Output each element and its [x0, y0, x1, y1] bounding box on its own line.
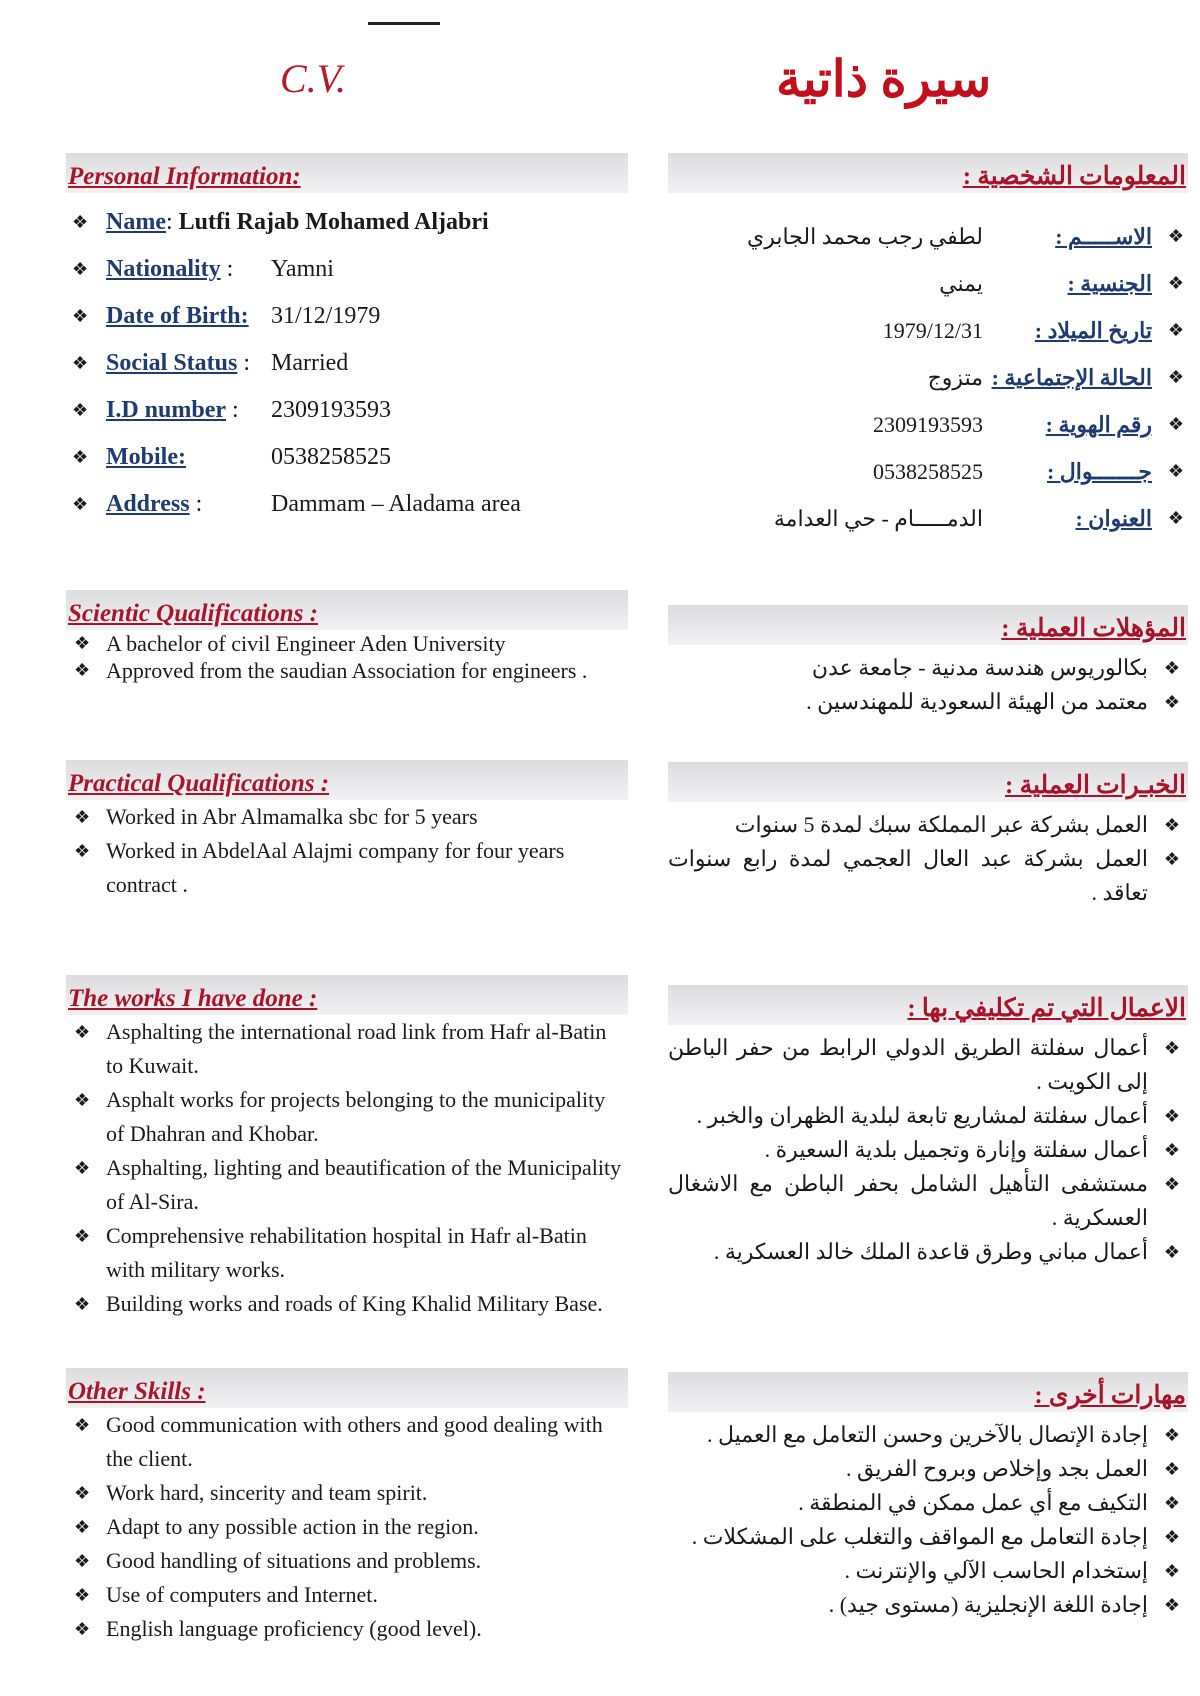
list-item: ❖ العمل بجد وإخلاص وبروح الفريق . — [668, 1452, 1188, 1486]
list-item: ❖ إجادة اللغة الإنجليزية (مستوى جيد) . — [668, 1588, 1188, 1622]
list-item: ❖ إجادة الإتصال بالآخرين وحسن التعامل مع العميل . — [668, 1418, 1188, 1452]
list-item: ❖ العمل بشركة عبر المملكة سبك لمدة 5 سنوات — [668, 808, 1188, 842]
list-item: ❖ Comprehensive rehabilitation hospital in Hafr al-Batin with military works. — [66, 1219, 628, 1287]
list-item: ❖ التكيف مع أي عمل ممكن في المنطقة . — [668, 1486, 1188, 1520]
list-item: ❖ A bachelor of civil Engineer Aden University — [66, 630, 628, 657]
en-works-section — [66, 975, 628, 1321]
list-item: ❖ English language proficiency (good level). — [66, 1612, 628, 1646]
ar-practical-section — [668, 762, 1188, 910]
ar-scientific-heading: المؤهلات العملية : — [668, 605, 1188, 645]
ar-social-row: ❖ الحالة الإجتماعية : متزوج — [668, 354, 1188, 401]
list-item: ❖ Building works and roads of King Khalid Military Base. — [66, 1287, 628, 1321]
list-item: ❖ Asphalting, lighting and beautification of the Municipality of Al-Sira. — [66, 1151, 628, 1219]
list-item: ❖ Asphalting the international road link from Hafr al-Batin to Kuwait. — [66, 1015, 628, 1083]
ar-id-row: ❖ رقم الهوية : 2309193593 — [668, 401, 1188, 448]
en-nationality-row: ❖ Nationality : Yamni — [66, 246, 628, 293]
ar-practical-heading: الخبـرات العملية : — [668, 762, 1188, 802]
list-item: ❖ أعمال سفلتة وإنارة وتجميل بلدية السعيرة . — [668, 1133, 1188, 1167]
list-item: ❖ مستشفى التأهيل الشامل بحفر الباطن مع الاشغال العسكرية . — [668, 1167, 1188, 1235]
ar-skills-section — [668, 1372, 1188, 1622]
list-item: ❖ Good handling of situations and problems. — [66, 1544, 628, 1578]
ar-nationality-row: ❖ الجنسية : يمني — [668, 260, 1188, 307]
en-social-row: ❖ Social Status : Married — [66, 340, 628, 387]
en-mobile-row: ❖ Mobile: 0538258525 — [66, 434, 628, 481]
list-item: ❖ Worked in AbdelAal Alajmi company for four years contract . — [66, 834, 628, 902]
en-scientific-section — [66, 590, 628, 684]
en-personal-section — [66, 153, 628, 528]
list-item: ❖ Adapt to any possible action in the region. — [66, 1510, 628, 1544]
en-works-heading: The works I have done : — [66, 975, 628, 1015]
list-item: ❖ أعمال مباني وطرق قاعدة الملك خالد العسكرية . — [668, 1235, 1188, 1269]
en-scientific-heading: Scientic Qualifications : — [66, 590, 628, 630]
en-practical-section — [66, 760, 628, 902]
list-item: ❖ معتمد من الهيئة السعودية للمهندسين . — [668, 685, 1188, 719]
list-item: ❖ العمل بشركة عبد العال العجمي لمدة رابع سنوات تعاقد . — [668, 842, 1188, 910]
list-item: ❖ إستخدام الحاسب الآلي والإنترنت . — [668, 1554, 1188, 1588]
list-item: ❖ إجادة التعامل مع المواقف والتغلب على المشكلات . — [668, 1520, 1188, 1554]
ar-works-heading: الاعمال التي تم تكليفي بها : — [668, 985, 1188, 1025]
ar-skills-heading: مهارات أخرى : — [668, 1372, 1188, 1412]
en-address-row: ❖ Address : Dammam – Aladama area — [66, 481, 628, 528]
ar-mobile-row: ❖ جـــــــوال : 0538258525 — [668, 448, 1188, 495]
ar-dob-row: ❖ تاريخ الميلاد : 1979/12/31 — [668, 307, 1188, 354]
list-item: ❖ أعمال سفلتة لمشاريع تابعة لبلدية الظهران والخبر . — [668, 1099, 1188, 1133]
en-dob-row: ❖ Date of Birth: 31/12/1979 — [66, 293, 628, 340]
list-item: ❖ أعمال سفلتة الطريق الدولي الرابط من حفر الباطن إلى الكويت . — [668, 1031, 1188, 1099]
list-item: ❖ Use of computers and Internet. — [66, 1578, 628, 1612]
list-item: ❖ Work hard, sincerity and team spirit. — [66, 1476, 628, 1510]
list-item: ❖ Asphalt works for projects belonging to the municipality of Dhahran and Khobar. — [66, 1083, 628, 1151]
en-name-row: ❖ Name: Lutfi Rajab Mohamed Aljabri — [66, 199, 628, 246]
ar-scientific-section — [668, 605, 1188, 719]
en-personal-heading: Personal Information: — [66, 153, 628, 193]
ar-address-row: ❖ العنوان : الدمـــــام - حي العدامة — [668, 495, 1188, 542]
list-item: ❖ Good communication with others and good dealing with the client. — [66, 1408, 628, 1476]
list-item: ❖ Worked in Abr Almamalka sbc for 5 years — [66, 800, 628, 834]
ar-name-row: ❖ الاســـــم : لطفي رجب محمد الجابري — [668, 213, 1188, 260]
cv-title-english: C.V. — [280, 56, 346, 101]
cv-title-arabic: سيرة ذاتية — [776, 51, 992, 107]
en-skills-section — [66, 1368, 628, 1646]
en-id-row: ❖ I.D number : 2309193593 — [66, 387, 628, 434]
ar-personal-heading: المعلومات الشخصية : — [668, 153, 1188, 193]
ar-works-section — [668, 985, 1188, 1269]
en-skills-heading: Other Skills : — [66, 1368, 628, 1408]
list-item: ❖ Approved from the saudian Association for engineers . — [66, 657, 628, 684]
en-practical-heading: Practical Qualifications : — [66, 760, 628, 800]
list-item: ❖ بكالوريوس هندسة مدنية - جامعة عدن — [668, 651, 1188, 685]
ar-personal-section — [668, 153, 1188, 542]
top-rule — [368, 22, 440, 25]
